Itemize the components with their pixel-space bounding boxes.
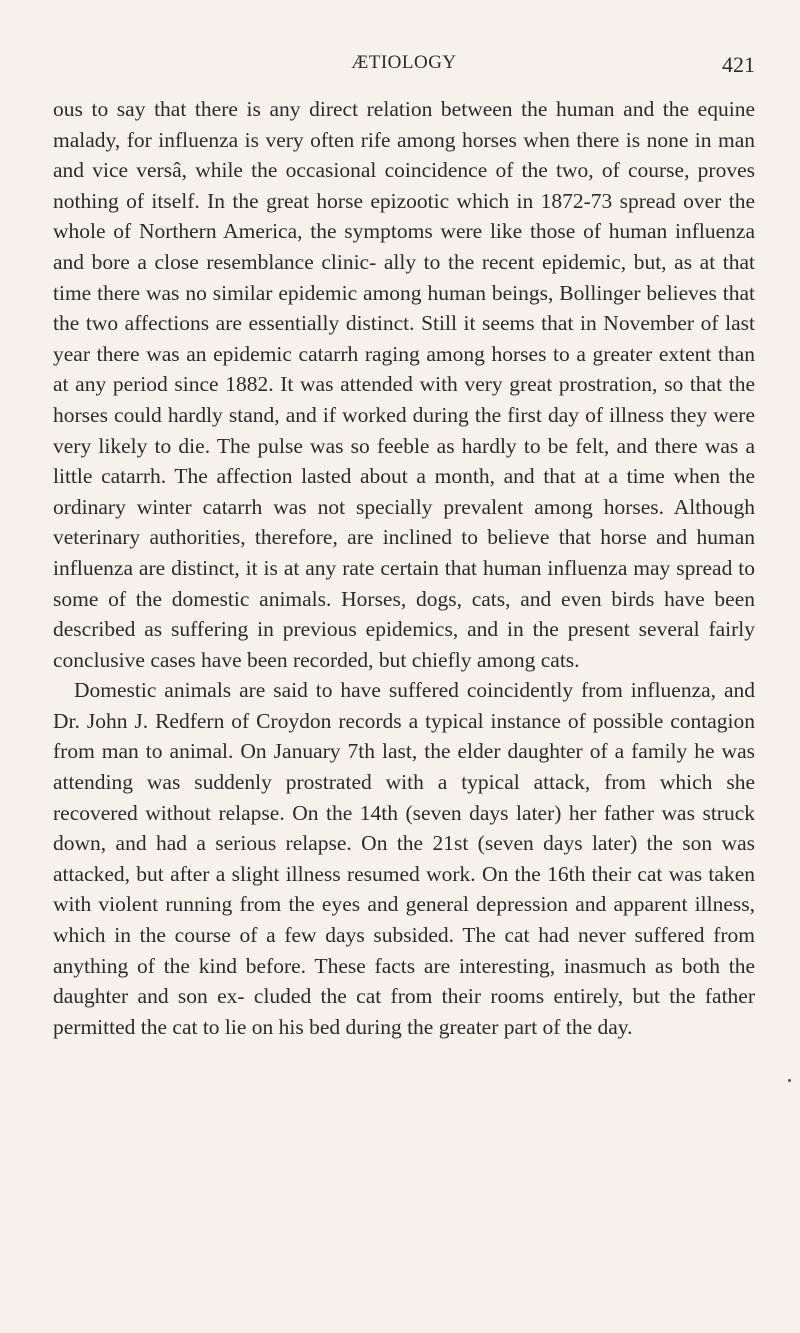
- paragraph-continued: ous to say that there is any direct relation between the human and the equine malady, for influenza is very often rife among horses when there is none in man and vice versâ, while the occasional coincidence of the two, of course, proves nothing of itself. In the great horse epizootic which in 1872-73 spread over the whole of Northern America, the symptoms were like those of human influenza and bore a close resemblance clinic- ally to the recent epidemic, but, as at that time there was no similar epidemic among human beings, Bollinger believes that the two affections are essentially distinct. Still it seems that in November of last year there was an epidemic catarrh raging among horses to a greater extent than at any period since 1882. It was attended with very great prostration, so that the horses could hardly stand, and if worked during the first day of illness they were very likely to die. The pulse was so feeble as hardly to be felt, and there was a little catarrh. The affection lasted about a month, and that at a time when the ordinary winter catarrh was not specially prevalent among horses. Although veterinary authorities, therefore, are inclined to believe that horse and human influenza are distinct, it is at any rate certain that human influenza may spread to some of the domestic animals. Horses, dogs, cats, and even birds have been described as suffering in previous epidemics, and in the present several fairly conclusive cases have been recorded, but chiefly among cats.: [53, 97, 755, 672]
- body-text: [53, 94, 755, 1042]
- running-head: [53, 52, 755, 82]
- paragraph-domestic-animals: Domestic animals are said to have suffered coincidently from influenza, and Dr. John J. Redfern of Croydon records a typical instance of possible contagion from man to animal. On January 7th last, the elder daughter of a family he was attending was suddenly prostrated with a typical attack, from which she recovered without relapse. On the 14th (seven days later) her father was struck down, and had a serious relapse. On the 21st (seven days later) the son was attacked, but after a slight illness resumed work. On the 16th their cat was taken with violent running from the eyes and general depression and apparent illness, which in the course of a few days subsided. The cat had never suffered from anything of the kind before. These facts are interesting, inasmuch as both the daughter and son ex- cluded the cat from their rooms entirely, but the father permitted the cat to lie on his bed during the greater part of the day.: [53, 678, 755, 1039]
- running-title: ÆTIOLOGY: [351, 52, 457, 73]
- margin-speck: [788, 1079, 791, 1082]
- page-number: 421: [722, 52, 755, 77]
